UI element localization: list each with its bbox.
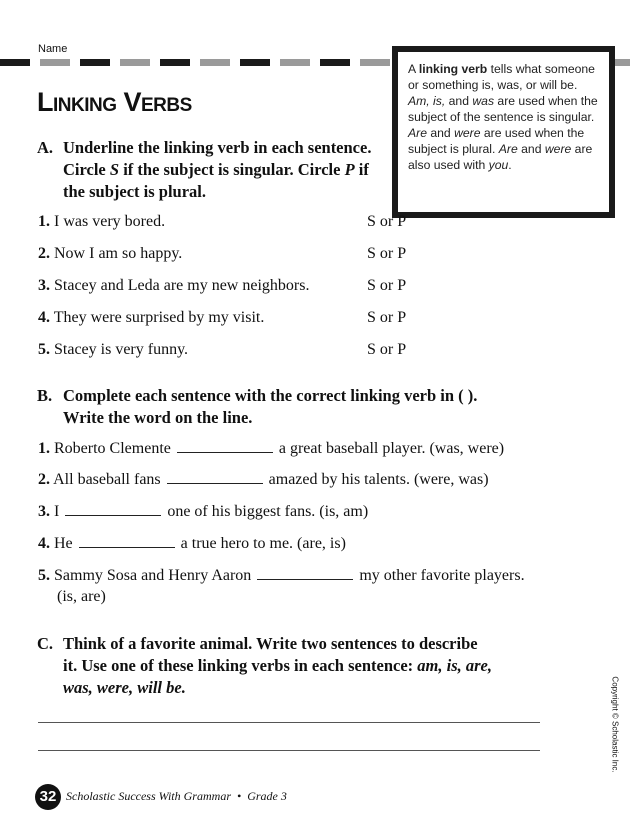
answer-blank[interactable] xyxy=(79,546,175,548)
s-or-p-choice[interactable]: S or P xyxy=(367,341,407,358)
list-item: 1. I was very bored. S or P xyxy=(38,213,407,230)
footer-text: Scholastic Success With Grammar • Grade 3 xyxy=(66,789,287,803)
definition-box: A linking verb tells what someone or something is, was, or will be. Am, is, and was are used when the subject of the sentence is singular. Are and were are used when the subject is plural. Are and were are also used with you. xyxy=(392,46,615,218)
page-title: Linking Verbs xyxy=(37,87,192,117)
writing-line[interactable] xyxy=(38,722,540,723)
s-or-p-choice[interactable]: S or P xyxy=(367,277,407,294)
list-item: 4. They were surprised by my visit. S or P xyxy=(38,309,407,326)
answer-blank[interactable] xyxy=(167,482,263,484)
list-item: 3. I one of his biggest fans. (is, am) xyxy=(38,503,369,520)
list-item: 3. Stacey and Leda are my new neighbors. S or P xyxy=(38,277,407,294)
copyright-notice: Copyright © Scholastic Inc. xyxy=(610,676,620,773)
answer-blank[interactable] xyxy=(257,578,353,580)
writing-line[interactable] xyxy=(38,750,540,751)
list-item: 5. Stacey is very funny. S or P xyxy=(38,341,407,358)
s-or-p-choice[interactable]: S or P xyxy=(367,309,407,326)
answer-blank[interactable] xyxy=(177,451,273,453)
section-b-instructions: B. Complete each sentence with the correct linking verb in ( ). Write the word on the line. xyxy=(37,386,478,427)
list-item: 4. He a true hero to me. (are, is) xyxy=(38,535,346,552)
list-item-continuation: (is, are) xyxy=(57,588,106,605)
page-number-badge: 32 xyxy=(35,784,61,810)
s-or-p-choice[interactable]: S or P xyxy=(367,213,407,230)
list-item: 2. All baseball fans amazed by his talents. (were, was) xyxy=(38,471,489,488)
section-a-instructions: A. Underline the linking verb in each sentence. Circle S if the subject is singular. Circle P if the subject is plural. xyxy=(37,138,372,201)
list-item: 2. Now I am so happy. S or P xyxy=(38,245,407,262)
list-item: 1. Roberto Clemente a great baseball player. (was, were) xyxy=(38,440,505,457)
s-or-p-choice[interactable]: S or P xyxy=(367,245,407,262)
answer-blank[interactable] xyxy=(65,514,161,516)
list-item: 5. Sammy Sosa and Henry Aaron my other favorite players. xyxy=(38,567,525,584)
term-linking-verb: linking verb xyxy=(418,62,488,76)
name-label: Name xyxy=(38,43,68,55)
section-c-instructions: C. Think of a favorite animal. Write two sentences to describe it. Use one of these linking verbs in each sentence: am, is, are, was, were, will be. xyxy=(37,634,492,697)
